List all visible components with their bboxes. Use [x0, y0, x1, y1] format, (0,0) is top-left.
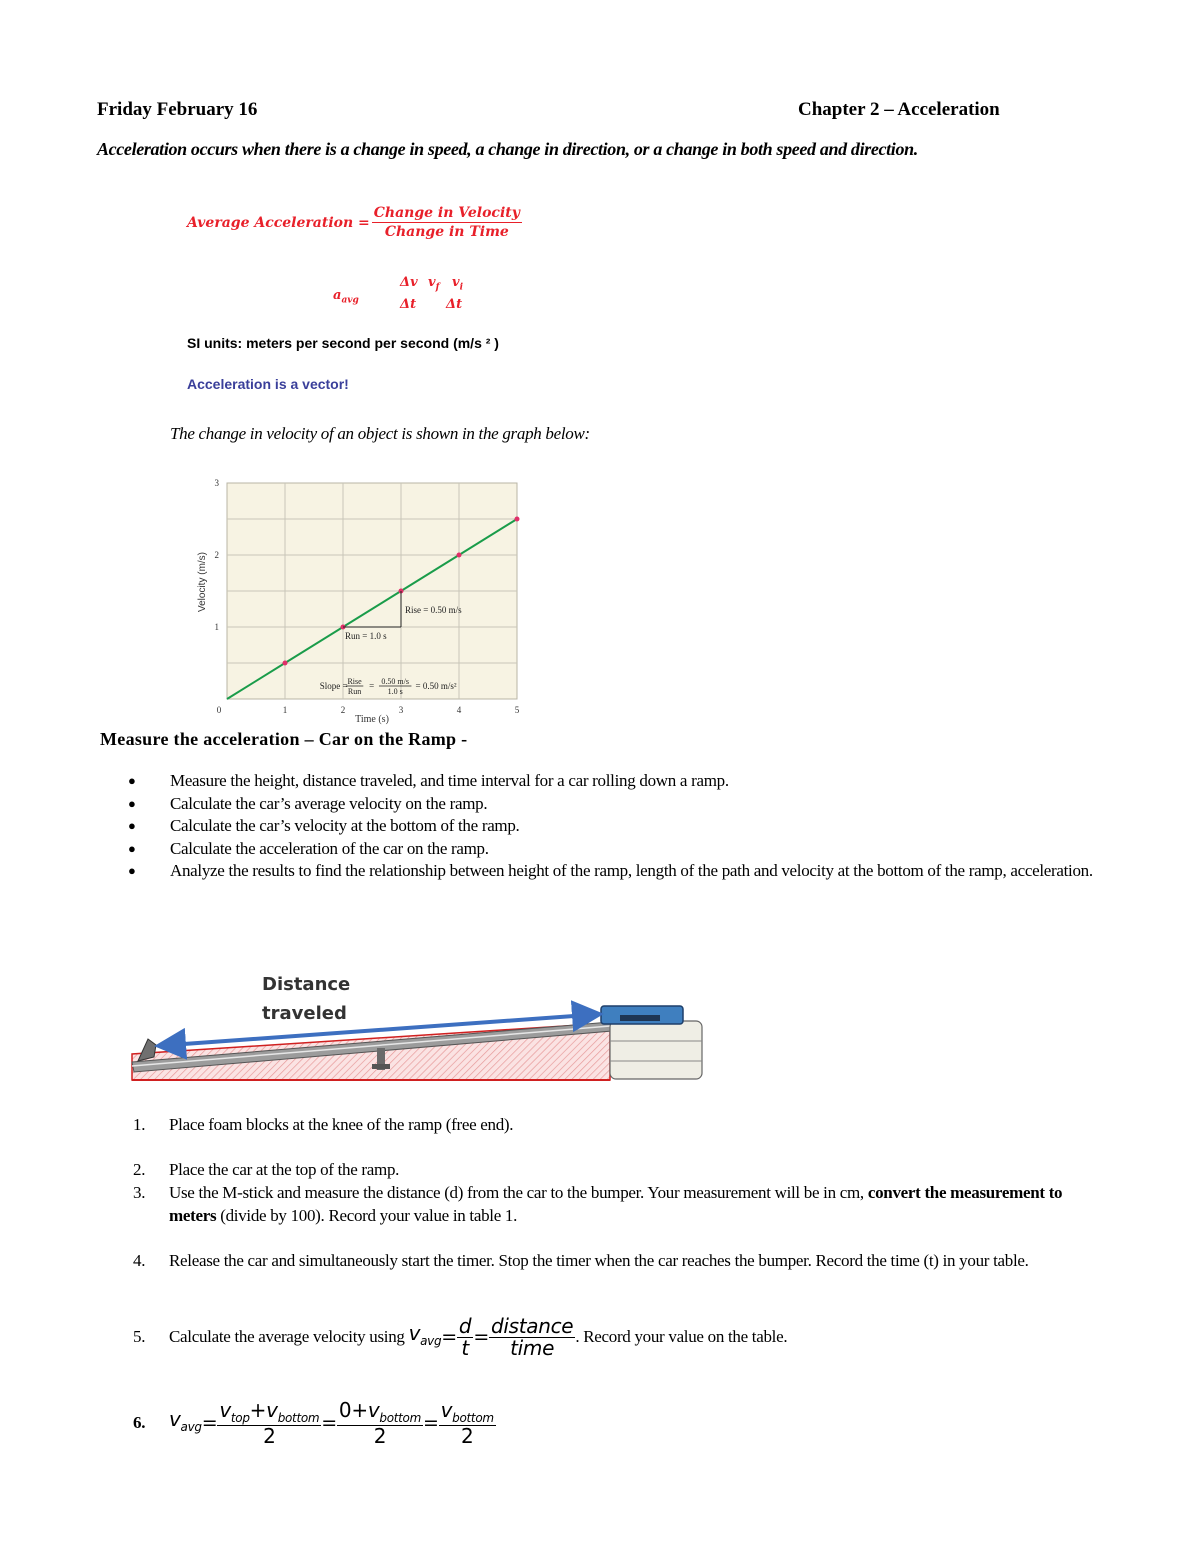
- vtop-plus-vbottom-over-2: [217, 1400, 321, 1447]
- numerator: [217, 1400, 321, 1426]
- v-letter: v: [169, 1407, 181, 1432]
- d-var: d: [458, 1314, 472, 1338]
- step-text: [169, 1316, 1108, 1359]
- average-acceleration-formula: [187, 205, 522, 240]
- x-tick-label: 0: [216, 705, 222, 715]
- a-avg-symbol: [333, 288, 359, 306]
- a-letter: a: [333, 288, 342, 303]
- equals-sign: =: [321, 1412, 337, 1435]
- vtop-letter: v: [219, 1398, 231, 1422]
- step-text: Place foam blocks at the knee of the ramp (free end).: [169, 1115, 514, 1134]
- velocity-time-chart: [185, 470, 535, 730]
- numerator: [439, 1400, 496, 1426]
- denominator: 2: [373, 1423, 387, 1448]
- step-5-text-b: . Record your value on the table.: [575, 1327, 788, 1347]
- list-item: ● Calculate the acceleration of the car on the ramp.: [128, 838, 1108, 861]
- formula-lhs: Average Acceleration =: [187, 214, 370, 231]
- si-units: SI units: meters per second per second (m/s ² ): [187, 335, 499, 351]
- slope-rise: Rise: [347, 677, 362, 686]
- zero: 0: [338, 1398, 352, 1422]
- vbottom-letter: v: [266, 1398, 278, 1422]
- numerator: [337, 1400, 423, 1426]
- distance-word: distance: [490, 1314, 574, 1338]
- distance-over-time: [489, 1316, 575, 1359]
- equals-sign: =: [422, 1412, 439, 1435]
- intro-text: Acceleration occurs when there is a change in speed, a change in direction, or a change in both speed and direction.: [97, 139, 918, 159]
- vbottom-sub: bottom: [277, 1411, 320, 1425]
- y-tick-label: 2: [214, 550, 219, 560]
- list-item: ● Calculate the car’s velocity at the bottom of the ramp.: [128, 815, 1108, 838]
- date-heading: Friday February 16: [97, 99, 258, 120]
- formula-denominator: Change in Time: [384, 224, 509, 240]
- vbottom-letter: v: [367, 1398, 380, 1422]
- a-sub: avg: [341, 295, 359, 306]
- rise-label: Rise = 0.50 m/s: [405, 605, 462, 615]
- v-avg: [169, 1408, 202, 1439]
- ramp-figure: [120, 965, 720, 1090]
- slope-value-num: 0.50 m/s: [381, 677, 409, 686]
- vf-letter: v: [428, 275, 436, 290]
- step-text: Release the car and simultaneously start the timer. Stop the timer when the car reaches the bumper. Record the time (t) in your table.: [169, 1251, 1029, 1270]
- vbottom-sub: bottom: [452, 1411, 494, 1425]
- vi-sub: i: [459, 282, 463, 293]
- delta-t: Δt: [400, 297, 417, 312]
- y-tick-label: 3: [214, 478, 219, 488]
- v-final: [428, 275, 439, 293]
- formula-numerator: Change in Velocity: [373, 205, 520, 221]
- step-3-bold: convert the measurement to meters: [169, 1183, 1063, 1225]
- equals-sign: =: [201, 1412, 218, 1435]
- step-1: [133, 1114, 1108, 1137]
- step-6: [133, 1400, 1108, 1447]
- formula-fraction: [372, 205, 522, 240]
- step-number: 5.: [133, 1327, 146, 1347]
- step-5: [133, 1316, 1108, 1359]
- d-over-t: [457, 1316, 473, 1359]
- step-number: 6.: [133, 1413, 146, 1433]
- step-4: [133, 1250, 1108, 1273]
- step-6-equation: [169, 1400, 1108, 1447]
- vector-note: Acceleration is a vector!: [187, 376, 349, 392]
- delta-v: Δv: [400, 275, 418, 290]
- plus-sign: +: [249, 1398, 267, 1422]
- vf-sub: f: [435, 282, 440, 293]
- distance-label-line2: traveled: [262, 1003, 347, 1024]
- denominator: 2: [263, 1423, 276, 1448]
- x-tick-label: 5: [514, 705, 520, 715]
- t-var: t: [461, 1336, 469, 1360]
- objectives-list: [128, 770, 1108, 883]
- list-item: ● Measure the height, distance traveled, and time interval for a car rolling down a ramp.: [128, 770, 1108, 793]
- denominator: 2: [460, 1423, 474, 1448]
- vbottom-letter: v: [440, 1398, 453, 1422]
- y-tick-label: 1: [214, 622, 219, 632]
- data-point: [457, 553, 462, 558]
- v-letter: v: [408, 1321, 421, 1346]
- chart-grid: [227, 483, 517, 699]
- y-axis-label: Velocity (m/s): [197, 551, 208, 613]
- equals-sign: =: [441, 1326, 457, 1349]
- graph-caption: The change in velocity of an object is shown in the graph below:: [170, 424, 590, 443]
- x-axis-label: Time (s): [355, 714, 389, 725]
- step-text: [169, 1182, 1108, 1227]
- zero-plus-vbottom-over-2: [337, 1400, 423, 1447]
- slope-label: Slope =: [319, 681, 348, 691]
- x-tick-label: 3: [398, 705, 404, 715]
- x-tick-label: 2: [340, 705, 346, 715]
- slope-run: Run: [347, 687, 362, 696]
- distance-label-line1: Distance: [262, 974, 351, 995]
- slope-value-den: 1.0 s: [387, 687, 403, 696]
- delta-t-2: Δt: [446, 297, 463, 312]
- step-text: Place the car at the top of the ramp.: [169, 1160, 400, 1179]
- slope-result: = 0.50 m/s²: [415, 681, 457, 691]
- section-title: Measure the acceleration – Car on the Ramp -: [100, 729, 468, 749]
- data-point: [283, 661, 288, 666]
- step-number: 2.: [133, 1160, 146, 1179]
- step-5-text-a: Calculate the average velocity using: [169, 1327, 409, 1347]
- vi-letter: v: [452, 275, 460, 290]
- chapter-heading: Chapter 2 – Acceleration: [798, 99, 1000, 120]
- list-item: ● Analyze the results to find the relationship between height of the ramp, length of the path and velocity at the bottom of the ramp, acceleration.: [128, 860, 1108, 883]
- data-point: [515, 517, 520, 522]
- time-word: time: [510, 1336, 555, 1360]
- step-number: 3.: [133, 1183, 146, 1202]
- list-item: ● Calculate the car’s average velocity on the ramp.: [128, 793, 1108, 816]
- step-2: [133, 1159, 1108, 1182]
- v-avg: [409, 1322, 442, 1353]
- plus-sign: +: [351, 1398, 368, 1422]
- x-tick-label: 4: [456, 705, 462, 715]
- vbottom-sub: bottom: [379, 1411, 421, 1425]
- step-3-text-c: (divide by 100). Record your value in table 1.: [216, 1205, 518, 1225]
- vbottom-over-2: [439, 1400, 496, 1447]
- slope-equals: =: [369, 681, 375, 691]
- step-3-text-a: Use the M-stick and measure the distance (d) from the car to the bumper. Your measurement will be in cm,: [169, 1183, 868, 1202]
- block-stack: [610, 1021, 702, 1079]
- step-number: 1.: [133, 1115, 146, 1134]
- v-sub: avg: [420, 1334, 442, 1349]
- vtop-sub: top: [230, 1411, 250, 1425]
- equals-sign: =: [473, 1326, 489, 1349]
- step-3: [133, 1182, 1108, 1227]
- run-label: Run = 1.0 s: [345, 631, 387, 641]
- v-initial: [452, 275, 463, 293]
- x-tick-label: 1: [282, 705, 288, 715]
- v-sub: avg: [180, 1420, 202, 1435]
- step-number: 4.: [133, 1251, 146, 1270]
